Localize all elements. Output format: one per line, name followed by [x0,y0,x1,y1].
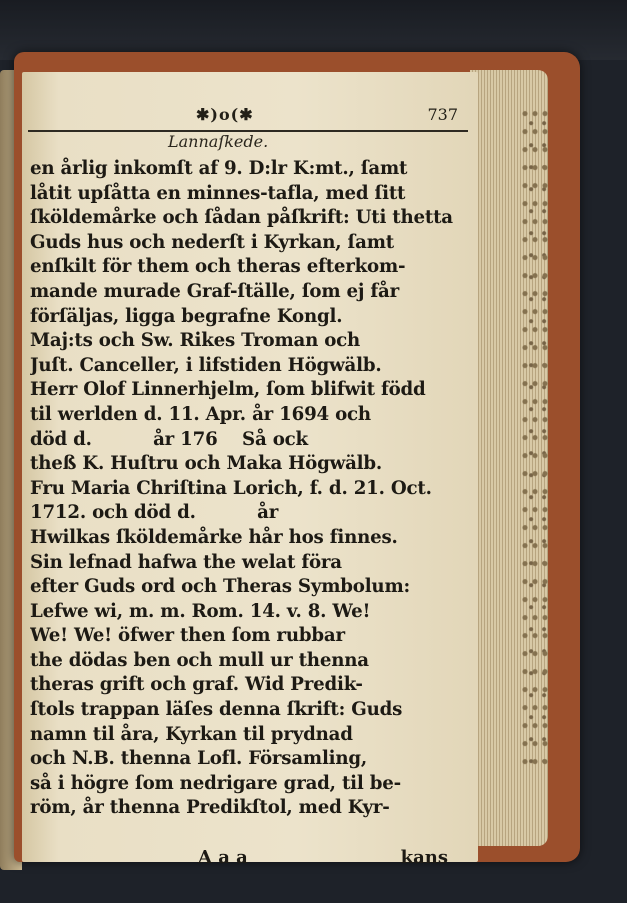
foxing-spots [522,110,552,770]
text-line: the dödas ben och mull ur thenna [30,649,369,671]
text-line: Fru Maria Chriſtina Lorich, f. d. 21. Oct. [30,477,432,499]
text-line: en årlig inkomſt af 9. D:lr K:mt., ſamt [30,158,408,179]
text-line: mande murade Graf-ſtälle, ſom ej får [30,280,400,302]
text-line: ſtols trappan läſes denna ſkrift: Guds [30,699,403,721]
page-header [50,105,460,125]
text-line: Sin lefnad hafwa the welat föra [30,551,342,573]
text-line: så i högre ſom nedrigare grad, til be- [30,772,401,794]
text-line: til werlden d. 11. Apr. år 1694 och [30,403,371,425]
text-line: död d. år 176 Så ock [30,428,308,450]
page-footer [198,847,448,871]
text-line: efter Guds ord och Theras Symbolum: [30,576,410,598]
text-line: theß K. Huſtru och Maka Högwälb. [30,453,383,475]
book-page [22,72,478,868]
signature-mark: A a a [198,847,248,868]
background [0,0,627,60]
page-number: 737 [427,105,458,124]
catchword: kans [400,847,448,868]
text-line: Guds hus och nederſt i Kyrkan, ſamt [30,231,394,253]
text-line: Lefwe wi, m. m. Rom. 14. v. 8. We! [30,600,371,622]
text-line: ſköldemårke och ſådan påſkrift: Uti thetta [30,207,453,229]
text-line: förſäljas, ligga begrafne Kongl. [30,305,343,327]
text-line: namn til åra, Kyrkan til prydnad [30,723,353,745]
text-line: We! We! öfwer then ſom rubbar [30,625,345,647]
text-line: Juſt. Canceller, i lifstiden Högwälb. [30,354,382,376]
text-line: 1712. och död d. år [30,502,279,524]
text-line: röm, år thenna Predikſtol, med Kyr- [30,797,390,819]
header-ornament: ✱)o(✱ [196,105,254,124]
text-line: och N.B. thenna Lofl. Församling, [30,748,368,770]
text-line: theras grift och graf. Wid Predik- [30,674,363,696]
text-line: Maj:ts och Sw. Rikes Troman och [30,330,361,352]
text-line: låtit upſåtta en minnes-tafla, med ſitt [30,182,406,204]
running-head: Lannaſkede. [168,132,269,151]
text-line: Hwilkas ſköldemårke hår hos finnes. [30,526,398,548]
text-line: enſkilt för them och theras efterkom- [30,256,406,278]
text-line: Herr Olof Linnerhjelm, ſom blifwit född [30,379,426,401]
body-text [30,157,462,821]
